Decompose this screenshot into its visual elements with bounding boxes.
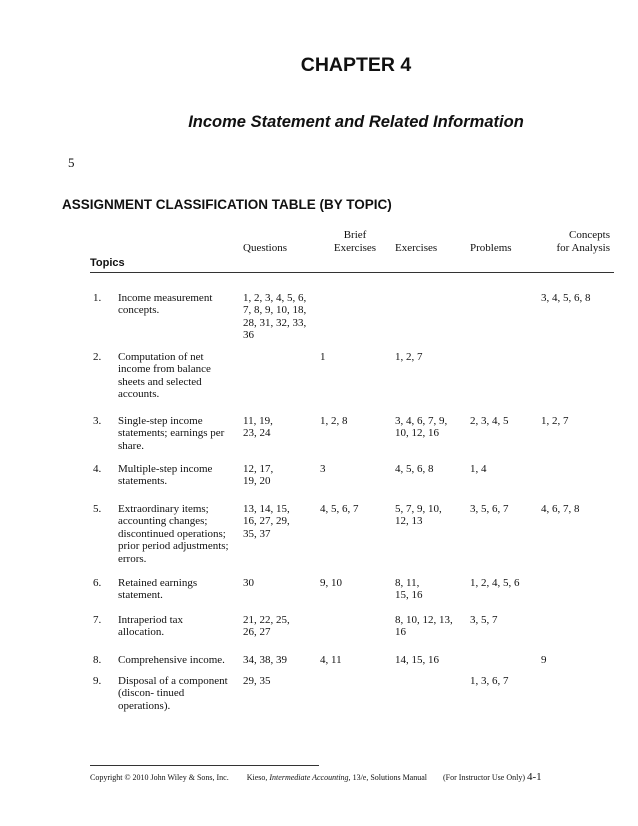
row-concepts-line: 4, 6, 7, 8: [541, 503, 580, 515]
row-topic: [118, 351, 238, 401]
row-topic: [118, 292, 238, 317]
row-brief-exercises-line: 4, 11: [320, 654, 342, 666]
row-questions-line: 36: [243, 329, 254, 342]
footer-copyright: Copyright © 2010 John Wiley & Sons, Inc.: [90, 773, 229, 782]
footer-instructor-note: (For Instructor Use Only): [443, 773, 525, 782]
row-topic-line: accounting changes;: [118, 515, 208, 528]
row-questions-line: 1, 2, 3, 4, 5, 6,: [243, 292, 307, 304]
row-brief-exercises-line: 1: [320, 351, 326, 363]
row-questions-line: 28, 31, 32, 33,: [243, 316, 307, 329]
row-brief-exercises: [320, 654, 390, 666]
header-concepts-line: Concepts: [569, 229, 610, 241]
header-concepts-line: for Analysis: [556, 242, 610, 254]
row-questions-line: 12, 17,: [243, 463, 274, 475]
row-brief-exercises-line: 4, 5, 6, 7: [320, 503, 359, 515]
chapter-title: CHAPTER 4: [300, 54, 412, 76]
row-topic-line: discontinued operations;: [118, 527, 226, 540]
row-topic-line: Single-step income: [118, 415, 203, 427]
row-exercises-line: 16: [395, 626, 406, 639]
row-number: 7.: [93, 614, 102, 626]
row-problems: [470, 614, 540, 626]
row-questions-line: 30: [243, 577, 254, 589]
row-exercises-line: 14, 15, 16: [395, 654, 439, 666]
row-topic-line: Extraordinary items;: [118, 503, 209, 515]
row-topic-line: Intraperiod tax: [118, 614, 184, 626]
row-topic: [118, 415, 238, 452]
row-questions-line: 7, 8, 9, 10, 18,: [243, 304, 307, 317]
row-concepts-line: 3, 4, 5, 6, 8: [541, 292, 591, 304]
row-topic-line: Income measurement: [118, 292, 213, 304]
row-problems: [470, 503, 540, 515]
header-divider: [90, 272, 614, 273]
header-brief-exercises: [320, 229, 390, 255]
row-exercises-line: 15, 16: [395, 589, 423, 602]
row-concepts-line: 9: [541, 654, 547, 666]
row-topic-line: operations).: [118, 699, 171, 712]
row-problems: [470, 675, 540, 687]
footer-book-edition: 13/e, Solutions Manual: [352, 773, 428, 782]
row-exercises-line: 8, 11,: [395, 577, 420, 589]
row-brief-exercises: [320, 351, 390, 363]
row-exercises: [395, 463, 465, 475]
row-concepts: [541, 415, 611, 427]
row-topic-line: Retained earnings: [118, 577, 198, 589]
row-concepts-line: 1, 2, 7: [541, 415, 569, 427]
footer-book-author: Kieso,: [246, 773, 268, 782]
row-questions-line: 21, 22, 25,: [243, 614, 290, 626]
row-topic-line: share.: [118, 439, 144, 452]
row-problems: [470, 463, 540, 475]
footer-divider: [90, 765, 319, 766]
row-topic-line: statements; earnings per: [118, 427, 225, 440]
page-marker-number: 5: [68, 155, 75, 170]
row-exercises: [395, 654, 465, 666]
row-brief-exercises-line: 1, 2, 8: [320, 415, 348, 427]
row-questions-line: 19, 20: [243, 475, 271, 488]
row-topic-line: concepts.: [118, 304, 160, 317]
row-number: 1.: [93, 292, 102, 304]
row-questions-line: 23, 24: [243, 427, 271, 440]
row-problems: [470, 415, 540, 427]
row-brief-exercises: [320, 463, 390, 475]
row-topic-line: prior period adjustments;: [118, 540, 229, 553]
row-questions-line: 35, 37: [243, 527, 271, 540]
row-problems-line: 1, 4: [470, 463, 487, 475]
header-brief-exercises-line: Brief: [343, 229, 367, 241]
row-brief-exercises: [320, 577, 390, 589]
row-exercises-line: 3, 4, 6, 7, 9,: [395, 415, 448, 427]
row-number: 6.: [93, 577, 102, 589]
row-questions-line: 16, 27, 29,: [243, 515, 290, 528]
row-problems-line: 3, 5, 7: [470, 614, 498, 626]
row-concepts: [541, 654, 611, 666]
row-concepts: [541, 292, 611, 304]
header-questions: Questions: [243, 242, 287, 254]
row-problems-line: 1, 2, 4, 5, 6: [470, 577, 520, 589]
row-questions: [243, 577, 318, 589]
row-exercises: [395, 415, 465, 440]
row-topic-line: Multiple-step income: [118, 463, 213, 475]
footer-book-title: Intermediate Accounting,: [269, 773, 351, 782]
row-number: 3.: [93, 415, 102, 427]
row-exercises: [395, 351, 465, 363]
row-topic: [118, 503, 238, 565]
header-topics: Topics: [90, 257, 125, 269]
row-topic-line: errors.: [118, 552, 147, 565]
row-number: 2.: [93, 351, 102, 363]
row-exercises-line: 10, 12, 16: [395, 427, 439, 440]
header-concepts: [535, 229, 610, 255]
row-brief-exercises: [320, 415, 390, 427]
row-questions: [243, 503, 318, 540]
row-topic-line: statement.: [118, 589, 163, 602]
row-topic: [118, 577, 238, 602]
row-concepts: [541, 503, 611, 515]
row-topic-line: Computation of net: [118, 351, 204, 363]
row-exercises: [395, 503, 465, 528]
row-topic-line: Comprehensive income.: [118, 654, 225, 666]
row-topic: [118, 463, 238, 488]
row-exercises-line: 4, 5, 6, 8: [395, 463, 434, 475]
row-topic-line: allocation.: [118, 626, 165, 639]
row-number: 8.: [93, 654, 102, 666]
row-number: 9.: [93, 675, 102, 687]
row-topic: [118, 614, 238, 639]
row-questions: [243, 463, 318, 488]
row-number: 4.: [93, 463, 102, 475]
header-problems: Problems: [470, 242, 512, 254]
row-brief-exercises-line: 3: [320, 463, 326, 475]
row-problems-line: 1, 3, 6, 7: [470, 675, 509, 687]
row-problems-line: 2, 3, 4, 5: [470, 415, 509, 427]
row-questions-line: 34, 38, 39: [243, 654, 287, 666]
row-questions: [243, 654, 318, 666]
footer-page-number: 4-1: [527, 771, 542, 783]
row-questions: [243, 614, 318, 639]
row-questions-line: 26, 27: [243, 626, 271, 639]
row-exercises-line: 12, 13: [395, 515, 423, 528]
row-exercises: [395, 614, 465, 639]
header-exercises: Exercises: [395, 242, 438, 254]
row-topic-line: income from balance: [118, 363, 211, 376]
row-topic: [118, 654, 238, 666]
row-brief-exercises: [320, 503, 390, 515]
row-questions: [243, 415, 318, 440]
row-questions-line: 29, 35: [243, 675, 271, 687]
row-brief-exercises-line: 9, 10: [320, 577, 342, 589]
row-exercises-line: 8, 10, 12, 13,: [395, 614, 453, 626]
row-topic-line: accounts.: [118, 388, 160, 401]
row-topic-line: (discon- tinued: [118, 687, 185, 700]
row-questions-line: 13, 14, 15,: [243, 503, 290, 515]
row-topic: [118, 675, 238, 712]
row-questions-line: 11, 19,: [243, 415, 273, 427]
row-topic-line: sheets and selected: [118, 375, 202, 388]
row-topic-line: statements.: [118, 475, 168, 488]
header-brief-exercises-line: Exercises: [333, 242, 377, 254]
section-heading: ASSIGNMENT CLASSIFICATION TABLE (BY TOPIC): [62, 197, 392, 212]
row-exercises-line: 5, 7, 9, 10,: [395, 503, 442, 515]
row-problems: [470, 577, 540, 589]
row-exercises-line: 1, 2, 7: [395, 351, 423, 363]
row-number: 5.: [93, 503, 102, 515]
page-footer: [90, 771, 542, 783]
row-questions: [243, 292, 318, 342]
row-topic-line: Disposal of a component: [118, 675, 228, 687]
row-exercises: [395, 577, 465, 602]
row-questions: [243, 675, 318, 687]
chapter-subtitle: Income Statement and Related Information: [188, 113, 524, 131]
row-problems-line: 3, 5, 6, 7: [470, 503, 509, 515]
